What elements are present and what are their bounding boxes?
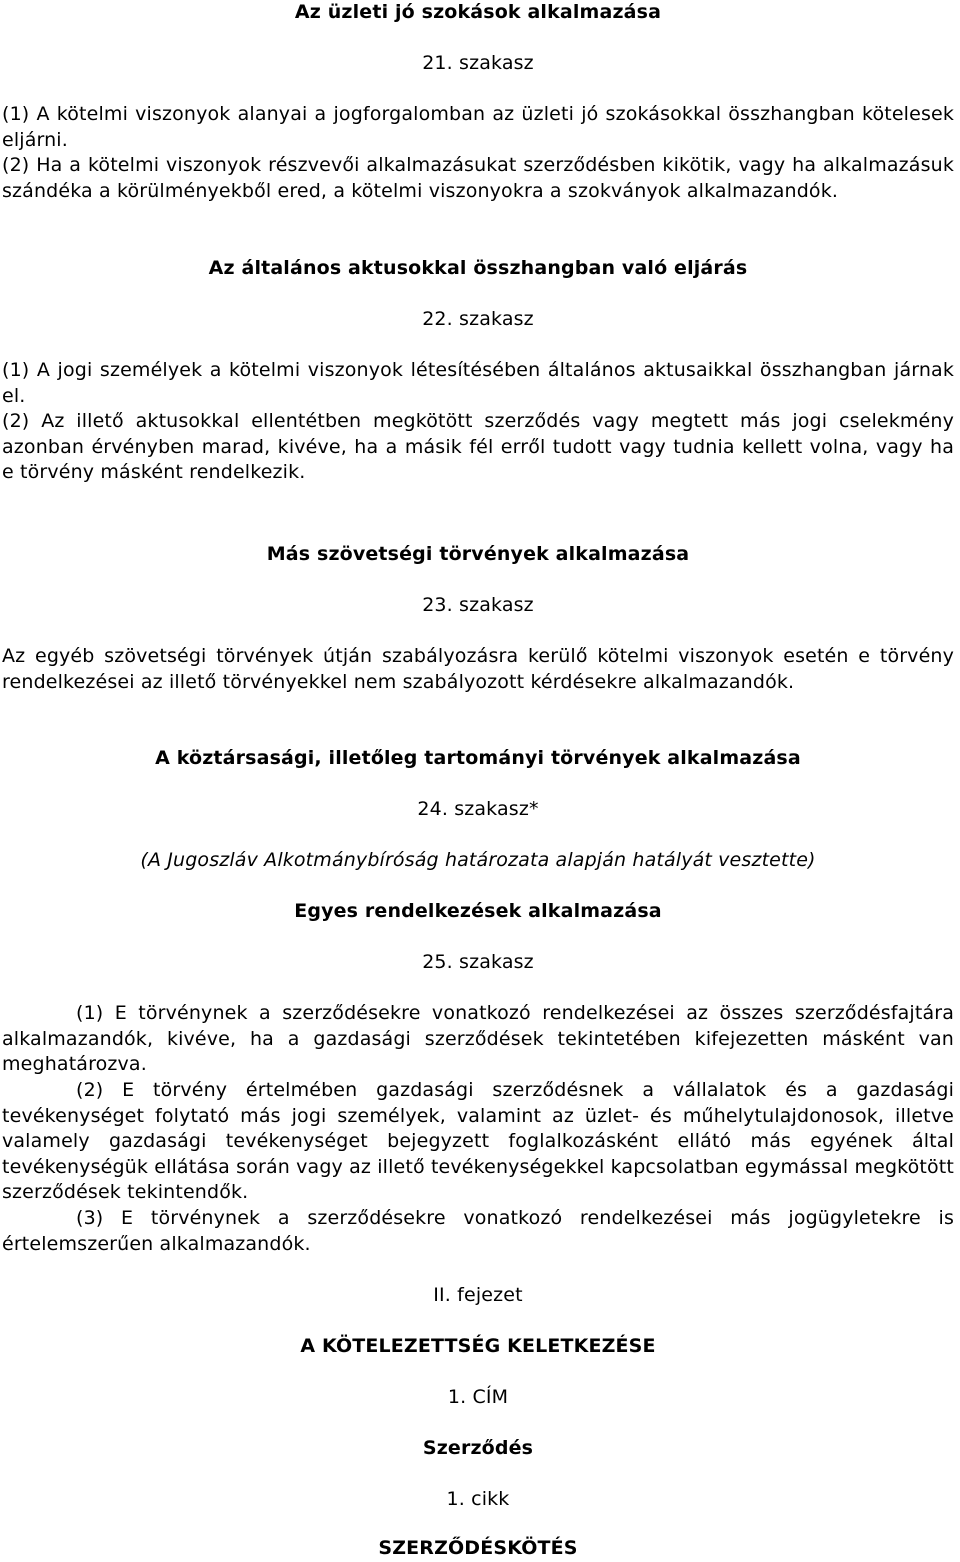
heading-certain-provisions: Egyes rendelkezések alkalmazása bbox=[294, 900, 662, 922]
heading-republic-laws: A köztársasági, illetőleg tartományi törvények alkalmazása bbox=[155, 747, 801, 769]
section-21-paragraph-2: (2) Ha a kötelmi viszonyok részvevői alkalmazásukat szerződésben kikötik, vagy ha alkalmazásuk szándéka a körülményekből ered, a kötelmi viszonyokra a szokványok alkalmazandók. bbox=[2, 154, 954, 202]
title-number: 1. CÍM bbox=[447, 1386, 509, 1408]
section-24-repeal-note: (A Jugoszláv Alkotmánybíróság határozata alapján hatályát vesztette) bbox=[140, 849, 816, 871]
section-25-paragraph-3: (3) E törvénynek a szerződésekre vonatkozó rendelkezései más jogügyletekre is értelemszerűen alkalmazandók. bbox=[2, 1207, 954, 1255]
article-title: SZERZŐDÉSKÖTÉS bbox=[378, 1537, 578, 1559]
section-25-paragraph-1: (1) E törvénynek a szerződésekre vonatkozó rendelkezései az összes szerződésfajtára alkalmazandók, kivéve, ha a gazdasági szerződések tekintetében kifejezetten másként van meghatározva. bbox=[2, 1002, 954, 1076]
section-25-paragraph-2: (2) E törvény értelmében gazdasági szerződésnek a vállalatok és a gazdasági tevékenységet folytató más jogi személyek, valamint az üzlet- és műhelytulajdonosok, illetve valamely gazdasági tevékenységet bejegyzett foglalkozásként ellátó más egyének által tevékenységük ellátása során vagy az illető tevékenységekkel kapcsolatban egymással megkötött szerződések tekintendők. bbox=[2, 1079, 954, 1204]
section-25-number: 25. szakasz bbox=[422, 951, 534, 973]
title-heading: Szerződés bbox=[422, 1437, 534, 1459]
chapter-number: II. fejezet bbox=[433, 1284, 523, 1306]
section-22-paragraph-1: (1) A jogi személyek a kötelmi viszonyok létesítésében általános aktusaikkal összhangban járnak el. bbox=[2, 359, 954, 407]
section-24-number: 24. szakasz* bbox=[417, 798, 539, 820]
heading-general-acts: Az általános aktusokkal összhangban való eljárás bbox=[208, 257, 748, 279]
section-21-number: 21. szakasz bbox=[422, 52, 534, 74]
section-21-paragraph-1: (1) A kötelmi viszonyok alanyai a jogforgalomban az üzleti jó szokásokkal összhangban kötelesek eljárni. bbox=[2, 103, 954, 151]
heading-business-customs: Az üzleti jó szokások alkalmazása bbox=[294, 1, 662, 23]
section-23-number: 23. szakasz bbox=[422, 594, 534, 616]
chapter-title: A KÖTELEZETTSÉG KELETKEZÉSE bbox=[300, 1335, 656, 1357]
section-23-paragraph-1: Az egyéb szövetségi törvények útján szabályozásra kerülő kötelmi viszonyok esetén e törvény rendelkezései az illető törvényekkel nem szabályozott kérdésekre alkalmazandók. bbox=[2, 645, 954, 693]
article-number: 1. cikk bbox=[446, 1488, 510, 1510]
heading-federal-laws: Más szövetségi törvények alkalmazása bbox=[266, 543, 690, 565]
section-22-number: 22. szakasz bbox=[422, 308, 534, 330]
section-22-paragraph-2: (2) Az illető aktusokkal ellentétben megkötött szerződés vagy megtett más jogi cselekmény azonban érvényben marad, kivéve, ha a másik fél erről tudott vagy tudnia kellett volna, vagy ha e törvény másként rendelkezik. bbox=[2, 410, 954, 484]
